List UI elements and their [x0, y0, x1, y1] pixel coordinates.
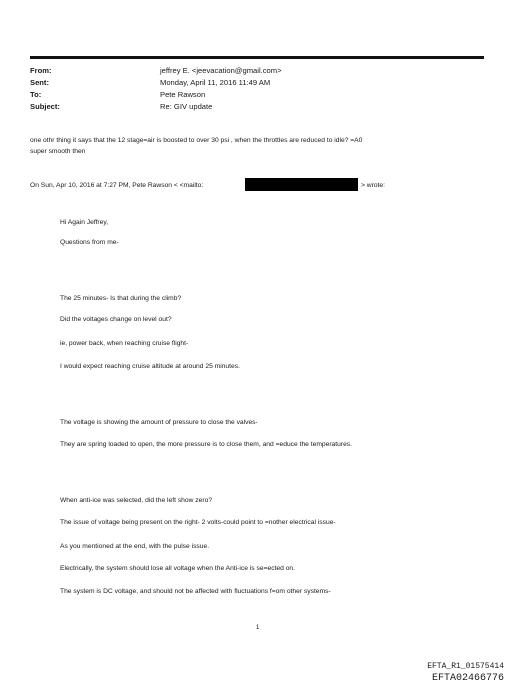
paragraph-10: Electrically, the system should lose all voltage when the Anti-ice is se=ected on. [60, 565, 295, 572]
paragraph-2: Did the voltages change on level out? [60, 316, 172, 323]
paragraph-11: The system is DC voltage, and should not be affected with fluctuations f=om other systems- [60, 588, 331, 595]
bates-number-2: EFTA02466776 [431, 673, 504, 684]
quote-attribution-suffix: > wrote: [361, 182, 385, 189]
reply-line-2: super smooth then [30, 148, 86, 155]
paragraph-6: They are spring loaded to open, the more pressure is to close them, and =educe the temperatures. [60, 441, 353, 448]
from-value: jeffrey E. <jeevacation@gmail.com> [160, 66, 282, 75]
reply-line-1: one othr thing it says that the 12 stage=air is boosted to over 30 psi , when the throttles are reduced to idle? =A0 [30, 137, 363, 144]
paragraph-9: As you mentioned at the end, with the pulse issue. [60, 543, 210, 550]
page-number: 1 [256, 625, 260, 631]
paragraph-8: The issue of voltage being present on the right- 2 volts-could point to =nother electrical issue- [60, 519, 336, 526]
paragraph-3: ie, power back, when reaching cruise flight- [60, 340, 189, 347]
paragraph-7: When anti-ice was selected, did the left show zero? [60, 497, 213, 504]
subject-value: Re: GIV update [160, 102, 213, 111]
to-label: To: [30, 90, 42, 99]
subject-label: Subject: [30, 102, 60, 111]
sent-label: Sent: [30, 78, 49, 87]
paragraph-5: The voltage is showing the amount of pressure to close the valves- [60, 419, 258, 426]
to-value: Pete Rawson [160, 90, 206, 99]
header-divider [30, 56, 484, 59]
sent-value: Monday, April 11, 2016 11:49 AM [160, 78, 271, 87]
redaction-bar [245, 178, 358, 191]
from-label: From: [30, 66, 52, 75]
greeting: Hi Again Jeffrey, [60, 219, 109, 226]
bates-number-1: EFTA_R1_01575414 [427, 662, 504, 671]
quote-attribution-prefix: On Sun, Apr 10, 2016 at 7:27 PM, Pete Rawson < <mailto: [30, 182, 204, 189]
questions-intro: Questions from me- [60, 239, 119, 246]
paragraph-1: The 25 minutes- Is that during the climb? [60, 295, 182, 302]
paragraph-4: I would expect reaching cruise altitude at around 25 minutes. [60, 363, 240, 370]
